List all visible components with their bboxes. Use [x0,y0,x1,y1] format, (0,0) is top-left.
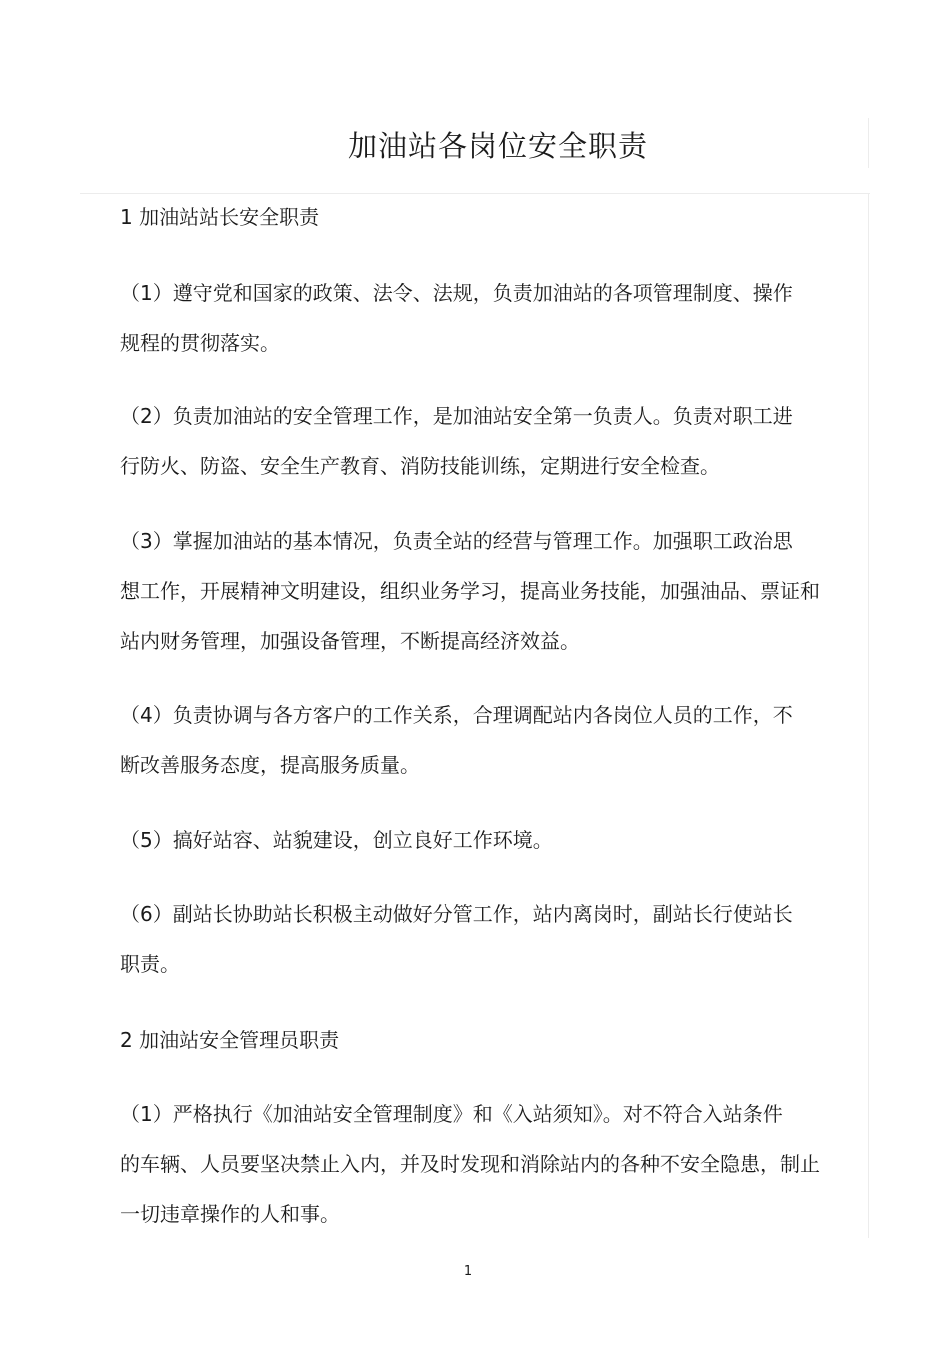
paragraph-line: （1）严格执行《加油站安全管理制度》和《入站须知》。对不符合入站条件 [120,1102,783,1126]
paragraph-line: （4）负责协调与各方客户的工作关系，合理调配站内各岗位人员的工作，不 [120,703,793,727]
paragraph-line: 行防火、防盗、安全生产教育、消防技能训练，定期进行安全检查。 [120,454,720,478]
margin-rule [868,193,869,1238]
paragraph-line: 想工作，开展精神文明建设，组织业务学习，提高业务技能，加强油品、票证和 [120,579,820,603]
header-divider [80,193,870,194]
paragraph-2-1 [80,1089,825,1239]
paragraph-line: 规程的贯彻落实。 [120,331,280,355]
paragraph-line: （6）副站长协助站长积极主动做好分管工作，站内离岗时，副站长行使站长 [120,902,793,926]
paragraph-1-1 [80,268,825,368]
paragraph-line: （2）负责加油站的安全管理工作，是加油站安全第一负责人。负责对职工进 [120,404,793,428]
section-heading-2: 2 加油站安全管理员职责 [120,1028,340,1052]
margin-rule-title [868,118,869,168]
paragraph-line: 的车辆、人员要坚决禁止入内，并及时发现和消除站内的各种不安全隐患，制止 [120,1152,820,1176]
paragraph-1-2 [80,391,825,491]
document-title: 加油站各岗位安全职责 [347,129,648,163]
paragraph-line: （5）搞好站容、站貌建设，创立良好工作环境。 [120,828,553,852]
page-number: 1 [463,1264,473,1279]
paragraph-1-3 [80,516,825,666]
paragraph-1-5 [80,815,825,865]
paragraph-line: 职责。 [120,952,180,976]
paragraph-line: 站内财务管理，加强设备管理，不断提高经济效益。 [120,629,580,653]
paragraph-line: （3）掌握加油站的基本情况，负责全站的经营与管理工作。加强职工政治思 [120,529,793,553]
paragraph-line: 断改善服务态度，提高服务质量。 [120,753,420,777]
paragraph-1-4 [80,690,825,790]
paragraph-line: （1）遵守党和国家的政策、法令、法规，负责加油站的各项管理制度、操作 [120,281,793,305]
paragraph-1-6 [80,889,825,989]
paragraph-line: 一切违章操作的人和事。 [120,1202,340,1226]
section-heading-1: 1 加油站站长安全职责 [120,205,320,229]
